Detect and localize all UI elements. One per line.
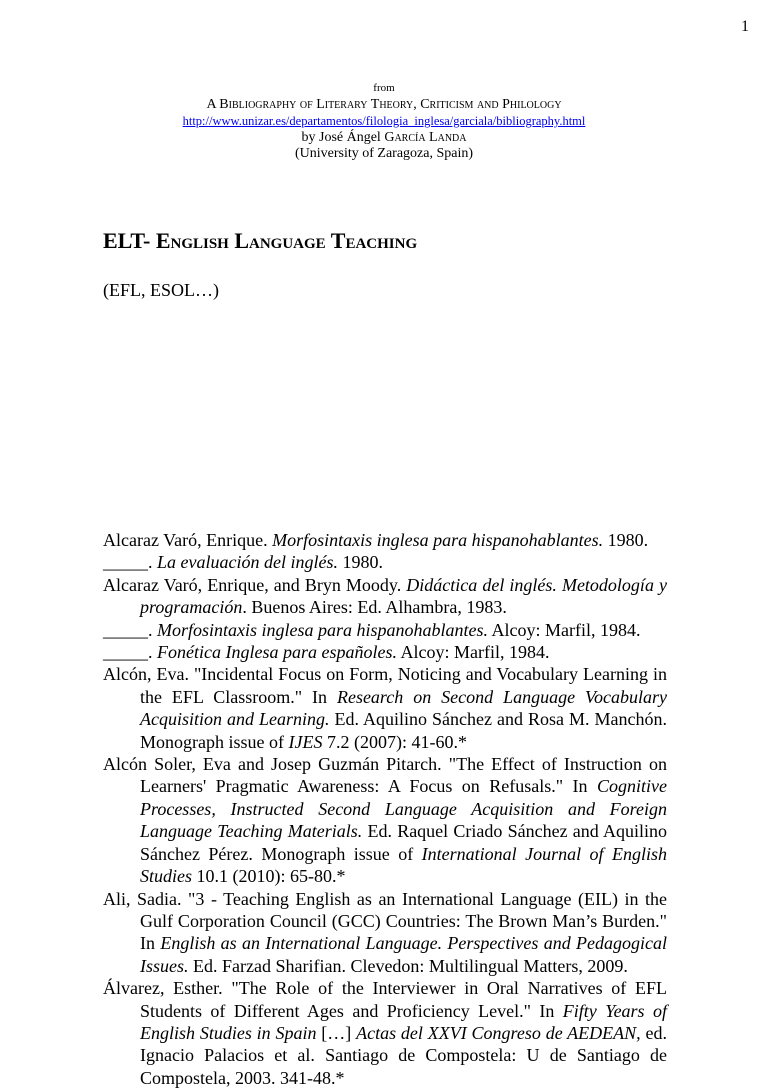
entry-text: 1980.	[603, 530, 649, 550]
section-title	[103, 228, 417, 254]
entry-text: Álvarez, Esther. "The Role of the Interviewer in Oral Narratives of EFL Students of Different Ages and Proficiency Level." In	[103, 978, 667, 1021]
entry-title-italic: Fonética Inglesa para españoles.	[157, 642, 397, 663]
affiliation: (University of Zaragoza, Spain)	[294, 146, 474, 161]
page-number: 1	[741, 18, 749, 35]
entry-text: _____.	[103, 619, 157, 640]
bibliography-entry	[103, 619, 667, 641]
entry-title-italic: Morfosintaxis inglesa para hispanohablantes.	[272, 530, 604, 550]
bibliography-link[interactable]: http://www.unizar.es/departamentos/filologia_inglesa/garciala/bibliography.html	[182, 114, 586, 128]
from-label: from	[373, 82, 395, 94]
entry-title-italic: English as an International Language. Perspectives and Pedagogical Issues.	[140, 933, 668, 976]
section-subtitle: (EFL, ESOL…)	[103, 280, 219, 300]
entry-text: Alcaraz Varó, Enrique, and Bryn Moody.	[103, 574, 407, 595]
entry-text: Ed. Aquilino Sánchez and Rosa M. Manchón. Monograph issue of	[140, 709, 668, 752]
entry-text: _____.	[103, 552, 157, 573]
bibliography-entry	[103, 529, 667, 551]
by-prefix: by José Ángel	[301, 129, 385, 145]
entry-text: Alcón Soler, Eva and Josep Guzmán Pitarch. "The Effect of Instruction on Learners' Pragmatic Awareness: A Focus on Refusals." In	[103, 754, 667, 797]
entry-text: 1980.	[337, 552, 383, 573]
entry-title-italic: Didáctica del inglés. Metodología y programación	[140, 574, 667, 618]
document-header	[0, 80, 768, 163]
section-title-prefix: ELT-	[103, 228, 156, 253]
entry-title-italic: Actas del XXVI Congreso de AEDEAN,	[356, 1022, 641, 1043]
bibliography-entry	[103, 753, 667, 887]
entry-title-italic: IJES	[288, 731, 323, 752]
entry-title-italic: Morfosintaxis inglesa para hispanohablantes.	[157, 619, 489, 640]
entry-title-italic: International Journal of English Studies	[140, 843, 667, 887]
entry-text: _____.	[103, 642, 157, 663]
bibliography-entry	[103, 888, 667, 978]
bibliography-entry	[103, 641, 667, 663]
author-line	[0, 130, 768, 147]
bibliography-entry	[103, 551, 667, 573]
entry-text: Ali, Sadia. "3 - Teaching English as an International Language (EIL) in the Gulf Corporation Council (GCC) Countries: The Brown Man’s Burden." In	[103, 888, 667, 954]
entry-title-italic: Fifty Years of English Studies in Spain	[140, 1000, 667, 1043]
entry-text: ed. Ignacio Palacios et al. Santiago de Compostela: U de Santiago de Compostela, 2003. 341-48.*	[140, 1022, 667, 1088]
entry-text: 7.2 (2007): 41-60.*	[322, 731, 467, 752]
bibliography-entry	[103, 574, 667, 619]
entry-text: Alcoy: Marfil, 1984.	[396, 642, 550, 663]
entry-text: Alcoy: Marfil, 1984.	[488, 619, 641, 640]
entry-text: 10.1 (2010): 65-80.*	[192, 866, 346, 887]
section-title-main: English Language Teaching	[155, 228, 418, 253]
bibliography-entry	[103, 663, 667, 753]
entry-text: . Buenos Aires: Ed. Alhambra, 1983.	[242, 597, 507, 618]
entry-text: […]	[316, 1022, 357, 1043]
entry-text: Alcaraz Varó, Enrique.	[103, 530, 273, 550]
bibliography-title: A Bibliography of Literary Theory, Criticism and Philology	[206, 96, 562, 112]
entry-title-italic: La evaluación del inglés.	[157, 552, 338, 573]
entry-text: Ed. Raquel Criado Sánchez and Aquilino Sánchez Pérez. Monograph issue of	[140, 821, 667, 864]
entry-text: Ed. Farzad Sharifian. Clevedon: Multilingual Matters, 2009.	[188, 955, 628, 976]
entry-text: Alcón, Eva. "Incidental Focus on Form, Noticing and Vocabulary Learning in the EFL Classroom." In	[103, 664, 667, 707]
entry-title-italic: Research on Second Language Vocabulary Acquisition and Learning.	[140, 686, 667, 730]
entry-title-italic: Cognitive Processes, Instructed Second Language Acquisition and Foreign Language Teaching Materials.	[140, 776, 667, 842]
bibliography-entries	[103, 529, 667, 1089]
author-name: García Landa	[384, 129, 467, 145]
